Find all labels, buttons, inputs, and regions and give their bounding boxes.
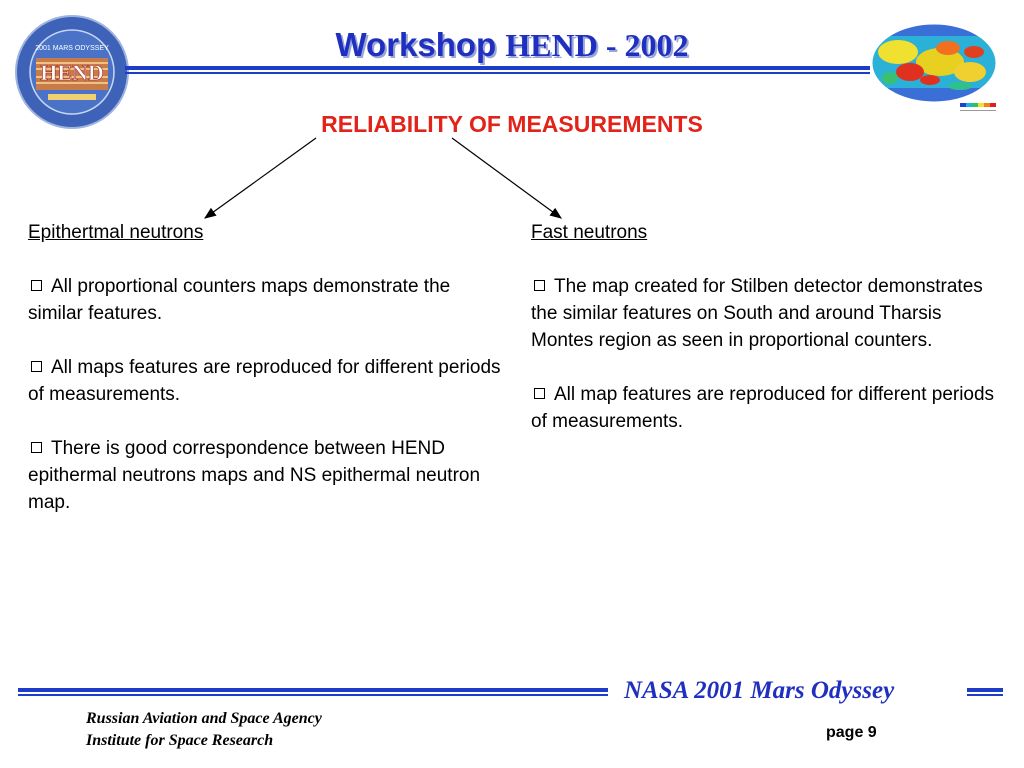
epithermal-heading: Epithertmal neutrons — [28, 222, 204, 243]
page-number: page 9 — [826, 724, 877, 741]
list-item: There is good correspondence between HEND epithermal neutrons maps and NS epithermal neutron map. — [28, 438, 481, 513]
list-item: All map features are reproduced for different periods of measurements. — [531, 384, 995, 432]
footer-rule-left — [18, 688, 608, 696]
title-workshop: Workshop — [335, 26, 497, 63]
checkbox-bullet-icon — [534, 388, 545, 399]
epithermal-column — [28, 219, 508, 543]
hend-logo — [14, 14, 130, 130]
fast-neutrons-heading: Fast neutrons — [531, 222, 648, 243]
title-hend-year: HEND - 2002 — [505, 27, 689, 63]
list-item: All maps features are reproduced for different periods of measurements. — [28, 357, 501, 405]
footer-rule-right — [967, 688, 1003, 696]
header-rule — [125, 66, 870, 74]
org-line-1: Russian Aviation and Space Agency — [86, 710, 322, 727]
checkbox-bullet-icon — [534, 280, 545, 291]
mission-name: NASA 2001 Mars Odyssey — [624, 677, 895, 704]
checkbox-bullet-icon — [31, 442, 42, 453]
list-item: All proportional counters maps demonstrate the similar features. — [28, 276, 451, 324]
logo-hend-text: HEND — [40, 60, 104, 85]
list-item: The map created for Stilben detector demonstrates the similar features on South and around Tharsis Montes region as seen in proportional counters. — [531, 276, 983, 351]
checkbox-bullet-icon — [31, 361, 42, 372]
checkbox-bullet-icon — [31, 280, 42, 291]
arrow-left — [205, 138, 316, 218]
org-line-2: Institute for Space Research — [86, 732, 274, 749]
logo-mission-text: 2001 MARS ODYSSEY — [35, 45, 109, 52]
section-title: RELIABILITY OF MEASUREMENTS — [321, 111, 703, 137]
fast-neutrons-column — [531, 219, 1001, 462]
mars-neutron-map-image — [870, 22, 998, 104]
organization-credits — [86, 708, 466, 752]
map-colorbar — [960, 100, 996, 110]
arrow-right — [452, 138, 561, 218]
page-title — [250, 26, 774, 64]
